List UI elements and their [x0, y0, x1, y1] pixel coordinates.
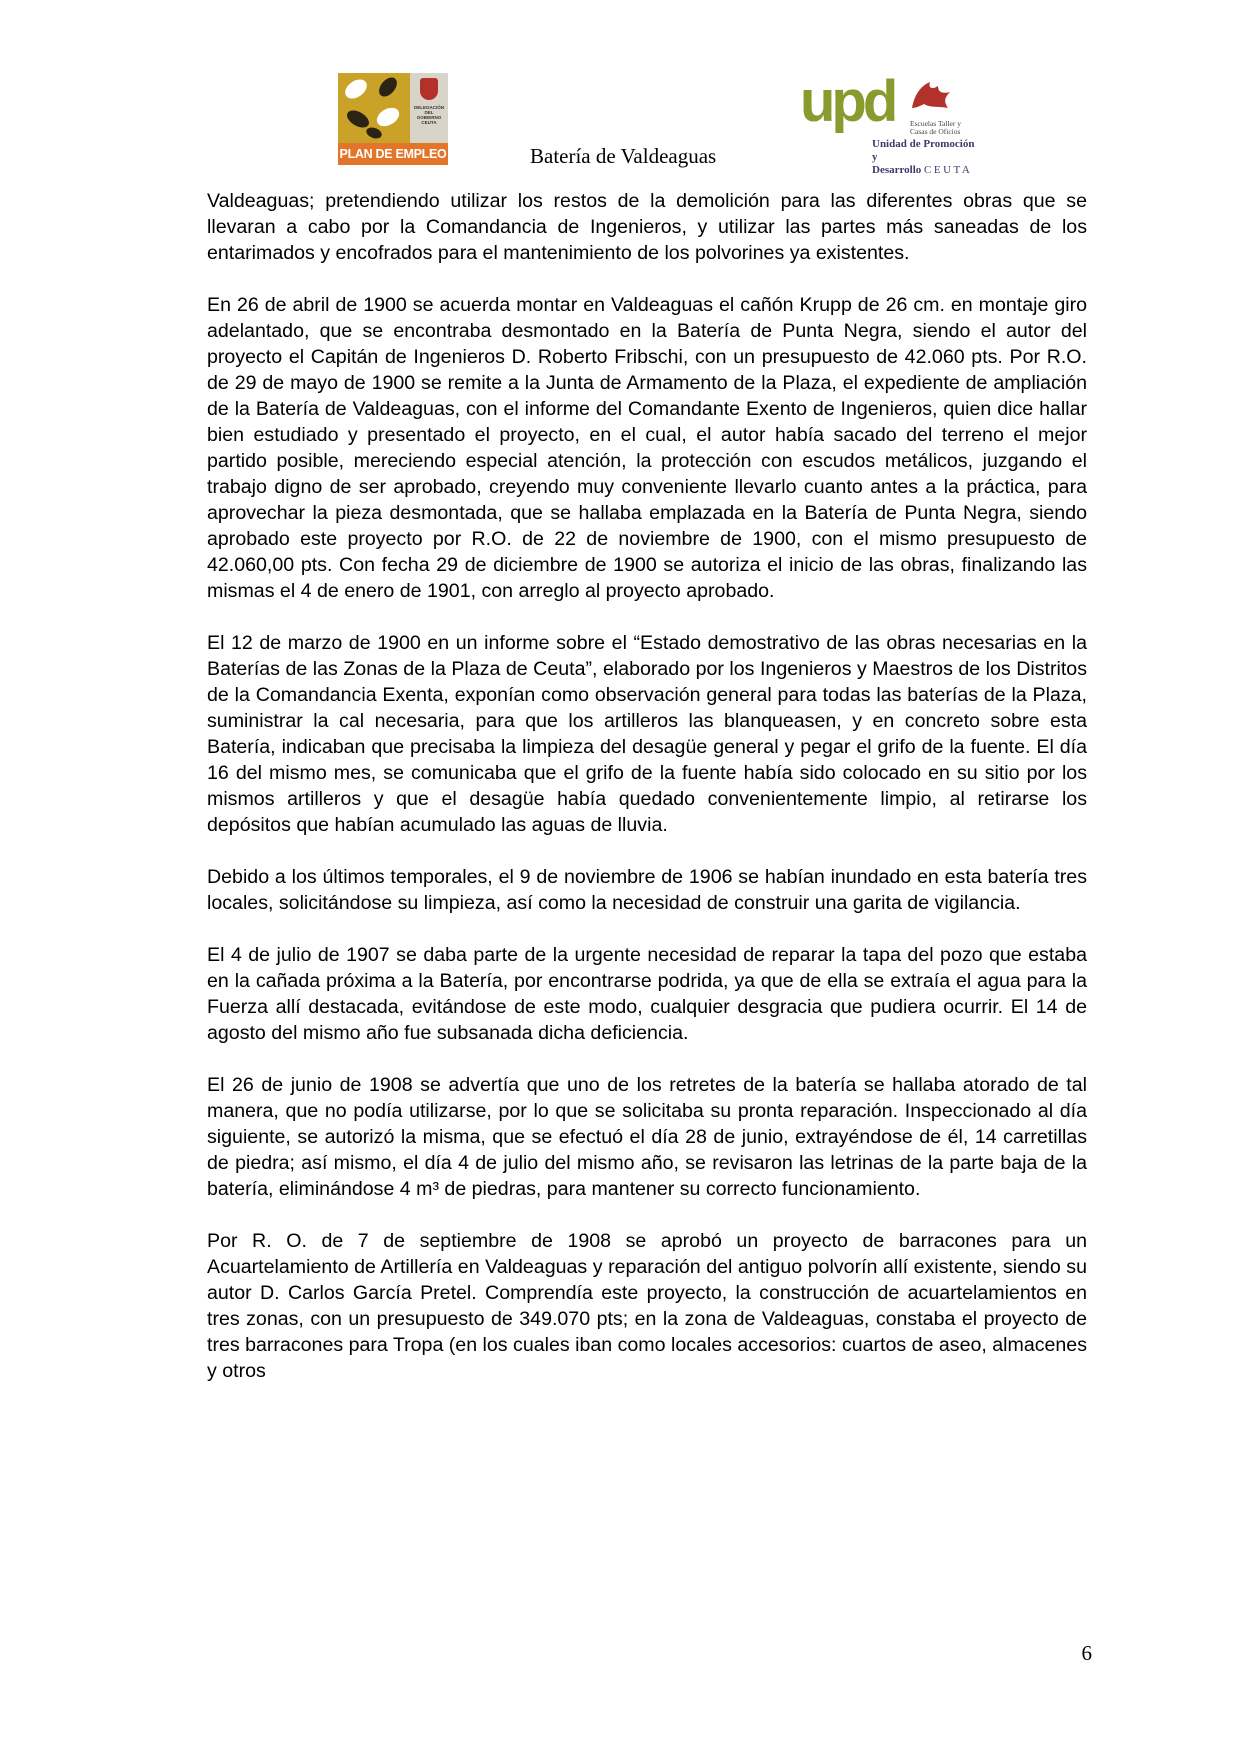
paragraph: Valdeaguas; pretendiendo utilizar los restos de la demolición para las diferentes obras que se llevaran a cabo por la Comandancia de Ingenieros, y utilizar las partes más saneadas de los entarimados y encofrados para el mantenimiento de los polvorines ya existentes.	[207, 190, 1087, 264]
upd-subtitle: Escuelas Taller y Casas de Oficios	[910, 119, 961, 136]
crest-caption: DELEGACIÓN DEL GOBIERNO CEUTA	[413, 105, 444, 125]
paragraph: Por R. O. de 7 de septiembre de 1908 se aprobó un proyecto de barracones para un Acuartelamiento de Artillería en Valdeaguas y reparación del antiguo polvorín allí existente, siendo su autor D. Carlos García Pretel. Comprendía este proyecto, la construcción de acuartelamientos en tres zonas, con un presupuesto de 349.070 pts; en la zona de Valdeaguas, constaba el proyecto de tres barracones para Tropa (en los cuales iban como locales accesorios: cuartos de aseo, almacenes y otros	[207, 1230, 1088, 1382]
upd-logo	[800, 69, 975, 176]
coat-of-arms-icon	[420, 78, 438, 100]
upd-name-line2: Desarrollo	[872, 164, 922, 176]
plan-leaves-mark	[338, 73, 410, 143]
body-text	[207, 188, 1087, 1384]
plan-de-empleo-banner: PLAN DE EMPLEO	[338, 143, 448, 165]
paragraph: En 26 de abril de 1900 se acuerda montar en Valdeaguas el cañón Krupp de 26 cm. en montaje giro adelantado, que se encontraba desmontado en la Batería de Punta Negra, siendo el autor del proyecto el Capitán de Ingenieros D. Roberto Fribschi, con un presupuesto de 42.060 pts. Por R.O. de 29 de mayo de 1900 se remite a la Junta de Armamento de la Plaza, el expediente de ampliación de la Batería de Valdeaguas, con el informe del Comandante Exento de Ingenieros, quien dice hallar bien estudiado y presentado el proyecto, en el cual, el autor había sacado del terreno el mejor partido posible, mereciendo especial atención, la protección con escudos metálicos, juzgando el trabajo digno de ser aprobado, creyendo muy conveniente llevarlo cuanto antes a la práctica, para aprovechar la pieza desmontada, que se hallaba emplazada en la Batería de Punta Negra, siendo aprobado este proyecto por R.O. de 22 de noviembre de 1900, con el mismo presupuesto de 42.060,00 pts. Con fecha 29 de diciembre de 1900 se autoriza el inicio de las obras, finalizando las mismas el 4 de enero de 1901, con arreglo al proyecto aprobado.	[207, 294, 1087, 602]
red-leaf-icon	[908, 78, 954, 112]
upd-name	[872, 138, 982, 177]
page-header	[0, 0, 1240, 175]
government-crest	[410, 73, 448, 143]
leaves-icon	[338, 73, 410, 143]
upd-mark: upd	[800, 69, 895, 134]
paragraph: El 12 de marzo de 1900 en un informe sobre el “Estado demostrativo de las obras necesarias en la Baterías de las Zonas de la Plaza de Ceuta”, elaborado por los Ingenieros y Maestros de los Distritos de la Comandancia Exenta, exponían como observación general para todas las baterías de la Plaza, suministrar la cal necesaria, para que los artilleros las blanqueasen, y en concreto sobre esta Batería, indicaban que precisaba la limpieza del desagüe general y pegar el grifo de la fuente. El día 16 del mismo mes, se comunicaba que el grifo de la fuente había sido colocado en su sitio por los mismos artilleros y que el desagüe había quedado convenientemente limpio, al retirarse los depósitos que habían acumulado las aguas de lluvia.	[207, 632, 1087, 836]
page-number: 6	[1081, 1641, 1092, 1665]
upd-name-line1: Unidad de Promoción y	[872, 138, 975, 163]
paragraph: El 4 de julio de 1907 se daba parte de la urgente necesidad de reparar la tapa del pozo que estaba en la cañada próxima a la Batería, por encontrarse podrida, ya que de ella se extraía el agua para la Fuerza allí destacada, evitándose de este modo, cualquier desgracia que pudiera ocurrir. El 14 de agosto del mismo año fue subsanada dicha deficiencia.	[207, 944, 1087, 1044]
paragraph: Debido a los últimos temporales, el 9 de noviembre de 1906 se habían inundado en esta batería tres locales, solicitándose su limpieza, así como la necesidad de construir una garita de vigilancia.	[207, 866, 1087, 914]
plan-de-empleo-logo	[338, 73, 448, 165]
running-header-title: Batería de Valdeaguas	[530, 144, 717, 168]
paragraph: El 26 de junio de 1908 se advertía que uno de los retretes de la batería se hallaba atorado de tal manera, que no podía utilizarse, por lo que se solicitaba su pronta reparación. Inspeccionado al día siguiente, se autorizó la misma, que se efectuó el día 28 de junio, extrayéndose de él, 14 carretillas de piedra; así mismo, el día 4 de julio del mismo año, se revisaron las letrinas de la parte baja de la batería, eliminándose 4 m³ de piedras, para mantener su correcto funcionamiento.	[207, 1074, 1087, 1200]
upd-city: CEUTA	[924, 164, 973, 176]
